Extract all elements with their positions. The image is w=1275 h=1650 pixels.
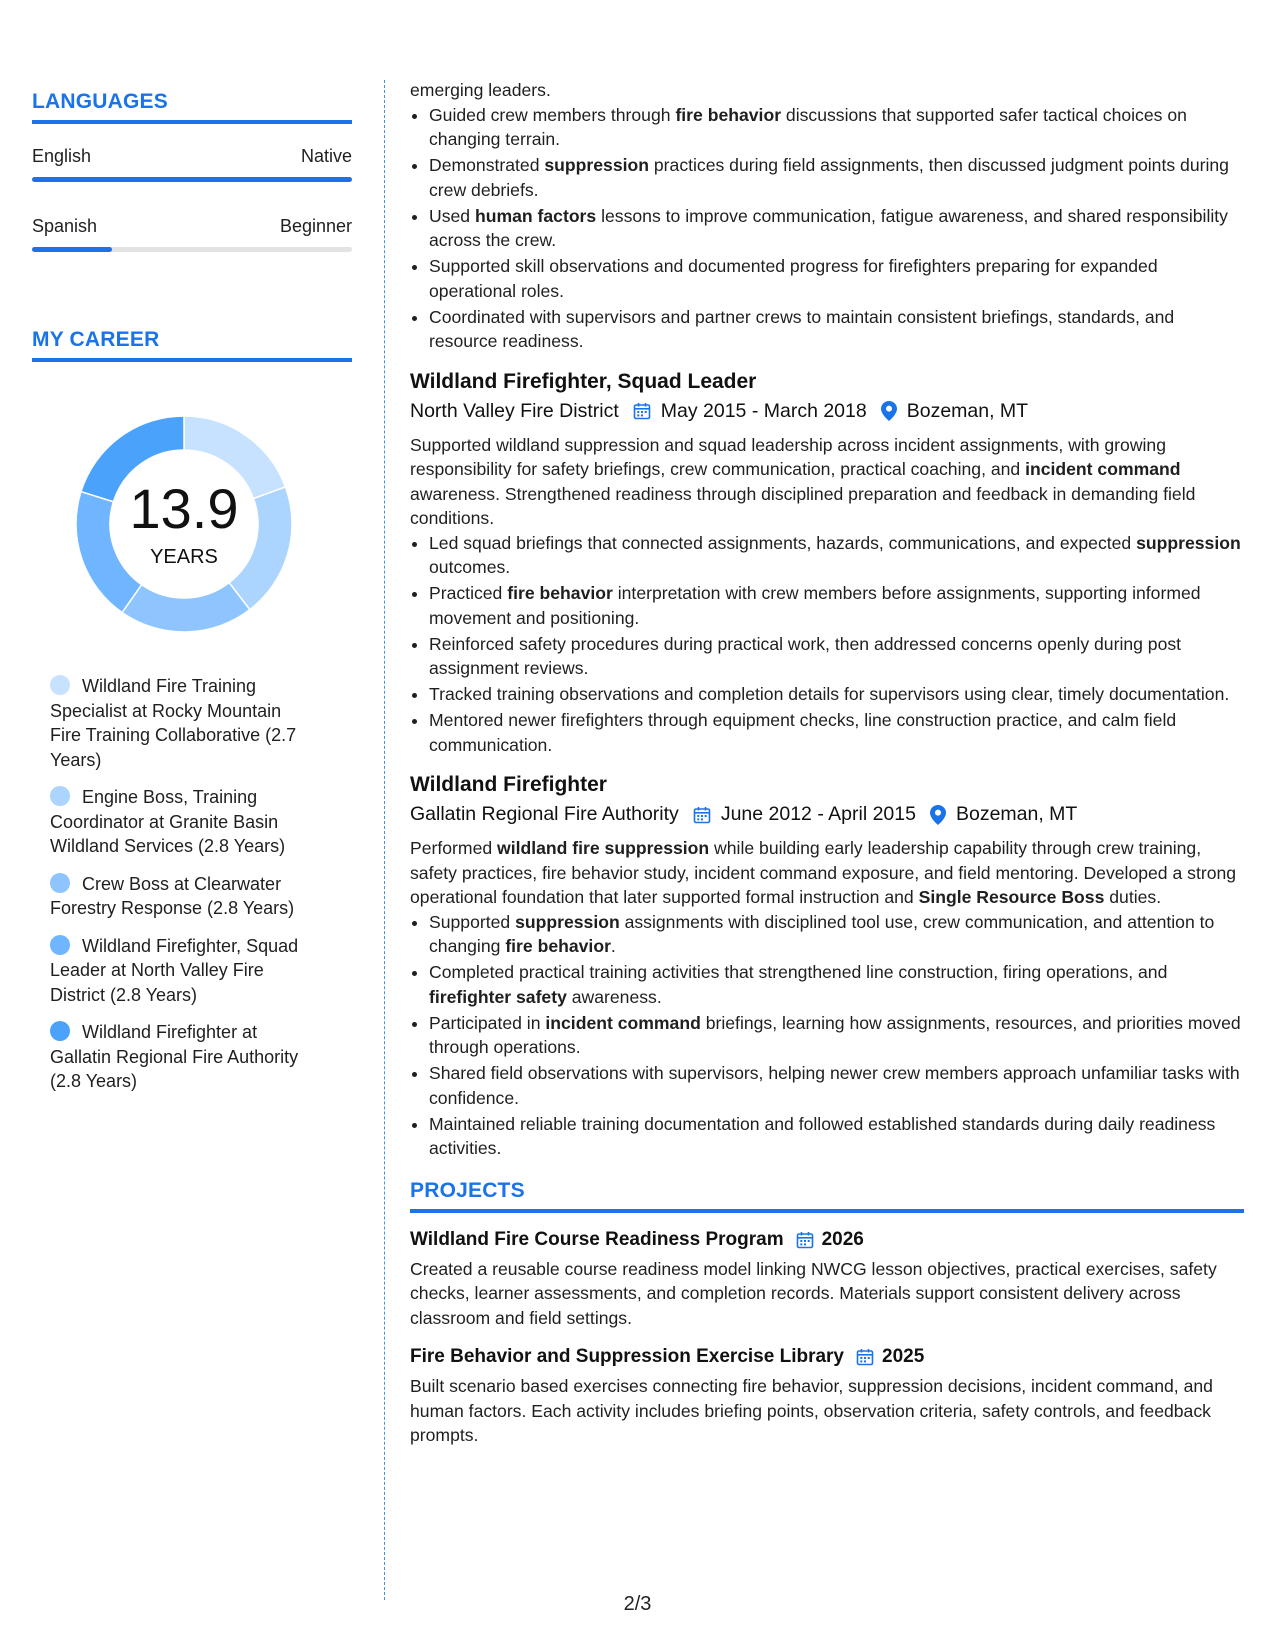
bullet-item: • Completed practical training activities that strengthened line construction, firing operations, and firefighter safety awareness. [429, 960, 1244, 1009]
job-location: Bozeman, MT [955, 803, 1078, 825]
bullet-item: • Guided crew members through fire behavior discussions that supported safer tactical choices on changing terrain. [429, 103, 1244, 152]
career-total: 13.9 [129, 477, 239, 540]
job-company: Gallatin Regional Fire Authority [410, 803, 679, 825]
bullet-item: • Used human factors lessons to improve communication, fatigue awareness, and shared responsibility across the crew. [429, 204, 1244, 253]
bold-term: suppression [1136, 532, 1241, 553]
project-entry [410, 1346, 1244, 1448]
job-dates: June 2012 - April 2015 [720, 803, 916, 825]
job-location: Bozeman, MT [906, 399, 1029, 422]
language-level: Native [300, 146, 352, 166]
legend-dot-icon [50, 786, 70, 806]
bullet-item: • Practiced fire behavior interpretation with crew members before assignments, supporting informed movement and positioning. [429, 581, 1244, 630]
location-pin-icon [930, 805, 946, 825]
language-name: Spanish [32, 216, 98, 236]
language-bar-fill [32, 247, 112, 252]
career-legend-label: Wildland Firefighter, Squad Leader at North Valley Fire District (2.8 Years) [50, 935, 299, 1005]
job-meta [410, 803, 1244, 826]
location-pin-icon [881, 401, 897, 421]
career-legend-item [50, 872, 312, 921]
bullet-item: • Reinforced safety procedures during practical work, then addressed concerns openly during post assignment reviews. [429, 632, 1244, 681]
continued-bullets [410, 103, 1244, 354]
language-bar-fill [32, 177, 352, 182]
career-unit: YEARS [150, 546, 218, 568]
bold-term: incident command [1025, 459, 1181, 479]
bullet-item: • Led squad briefings that connected assignments, hazards, communications, and expected suppression outcomes. [429, 531, 1244, 580]
job-bullets [410, 531, 1244, 758]
bullet-item: • Supported suppression assignments with disciplined tool use, crew communication, and attention to changing fire behavior. [429, 910, 1244, 959]
career-legend-item [50, 1020, 312, 1094]
project-header [410, 1346, 1244, 1368]
job-meta [410, 400, 1244, 423]
bold-term: fire behavior [675, 104, 782, 125]
project-title: Fire Behavior and Suppression Exercise Library [410, 1346, 844, 1367]
bullet-item: • Participated in incident command briefings, learning how assignments, resources, and priorities moved through operations. [429, 1011, 1244, 1060]
calendar-icon [633, 402, 651, 420]
job-summary: Performed wildland fire suppression while building early leadership capability through crew training, safety practices, fire behavior study, incident command exposure, and field mentoring. Developed a strong operational foundation that later supported formal instruction and Single Resource Boss duties. [410, 838, 1237, 907]
bold-term: suppression [544, 155, 649, 175]
bullet-item: • Coordinated with supervisors and partner crews to maintain consistent briefings, standards, and resource readiness. [429, 305, 1244, 354]
career-legend-label: Engine Boss, Training Coordinator at Granite Basin Wildland Services (2.8 Years) [50, 787, 286, 856]
language-level: Beginner [279, 216, 352, 236]
career-legend-item [50, 934, 312, 1008]
job-entry [410, 370, 1244, 758]
career-legend-label: Crew Boss at Clearwater Forestry Response (2.8 Years) [50, 873, 295, 918]
language-bar [32, 247, 352, 252]
bold-term: fire behavior [505, 936, 611, 956]
bold-term: suppression [515, 911, 620, 932]
project-title: Wildland Fire Course Readiness Program [410, 1228, 784, 1250]
languages-title: LANGUAGES [32, 90, 352, 124]
legend-dot-icon [50, 675, 70, 695]
project-description: Created a reusable course readiness model linking NWCG lesson objectives, practical exercises, safety checks, learner assessments, and completion records. Materials support consistent delivery across classroom and field settings. [410, 1258, 1217, 1328]
main-content [410, 78, 1244, 1448]
project-year: 2026 [821, 1228, 864, 1250]
job-dates: May 2015 - March 2018 [660, 399, 867, 422]
column-divider [384, 80, 385, 1600]
career-legend-item [50, 785, 312, 859]
bold-term: incident command [545, 1012, 701, 1033]
language-item [32, 146, 352, 182]
page-number: 2/3 [623, 1593, 652, 1615]
projects-title: PROJECTS [410, 1179, 1244, 1213]
bullet-item: • Supported skill observations and documented progress for firefighters preparing for expanded operational roles. [429, 254, 1244, 303]
sidebar [32, 90, 352, 1107]
career-legend [50, 674, 312, 1094]
job-title: Wildland Firefighter [410, 773, 607, 796]
language-item [32, 216, 352, 252]
bold-term: wildland fire suppression [497, 838, 710, 858]
career-donut [64, 404, 304, 644]
bold-term: Single Resource Boss [918, 887, 1105, 907]
job-summary: Supported wildland suppression and squad leadership across incident assignments, with growing responsibility for safety briefings, crew communication, practical coaching, and incident command awareness. Strengthened readiness through disciplined preparation and feedback in demanding field conditions. [410, 434, 1196, 528]
legend-dot-icon [50, 1021, 70, 1041]
career-legend-label: Wildland Fire Training Specialist at Rocky Mountain Fire Training Collaborative (2.7 Years) [50, 676, 297, 770]
continued-text: emerging leaders. [410, 80, 551, 100]
project-entry [410, 1229, 1244, 1331]
job-title: Wildland Firefighter, Squad Leader [410, 369, 757, 393]
calendar-icon [796, 1231, 814, 1249]
career-legend-label: Wildland Firefighter at Gallatin Regional Fire Authority (2.8 Years) [50, 1022, 299, 1091]
legend-dot-icon [50, 935, 70, 955]
bold-term: firefighter safety [429, 986, 567, 1007]
project-year: 2025 [882, 1346, 925, 1367]
calendar-icon [693, 806, 711, 824]
language-bar [32, 177, 352, 182]
languages-list [32, 146, 352, 252]
job-company: North Valley Fire District [410, 399, 619, 422]
bullet-item: • Tracked training observations and completion details for supervisors using clear, timely documentation. [429, 682, 1244, 707]
bullet-item: • Demonstrated suppression practices during field assignments, then discussed judgment points during crew debriefs. [429, 153, 1244, 202]
job-entry [410, 773, 1244, 1161]
legend-dot-icon [50, 873, 70, 893]
career-legend-item [50, 674, 312, 772]
bullet-item: • Shared field observations with supervisors, helping newer crew members approach unfamiliar tasks with confidence. [429, 1061, 1244, 1110]
bold-term: fire behavior [507, 583, 613, 603]
career-title: MY CAREER [32, 328, 352, 362]
bullet-item: • Maintained reliable training documentation and followed established standards during daily readiness activities. [429, 1112, 1244, 1161]
project-description: Built scenario based exercises connecting fire behavior, suppression decisions, incident command, and human factors. Each activity includes briefing points, observation criteria, safety controls, and feedback prompts. [410, 1376, 1213, 1445]
project-header [410, 1229, 1244, 1251]
language-name: English [32, 146, 92, 166]
bullet-item: • Mentored newer firefighters through equipment checks, line construction practice, and calm field communication. [429, 708, 1244, 757]
calendar-icon [856, 1348, 874, 1366]
bold-term: human factors [474, 205, 597, 226]
job-bullets [410, 910, 1244, 1161]
